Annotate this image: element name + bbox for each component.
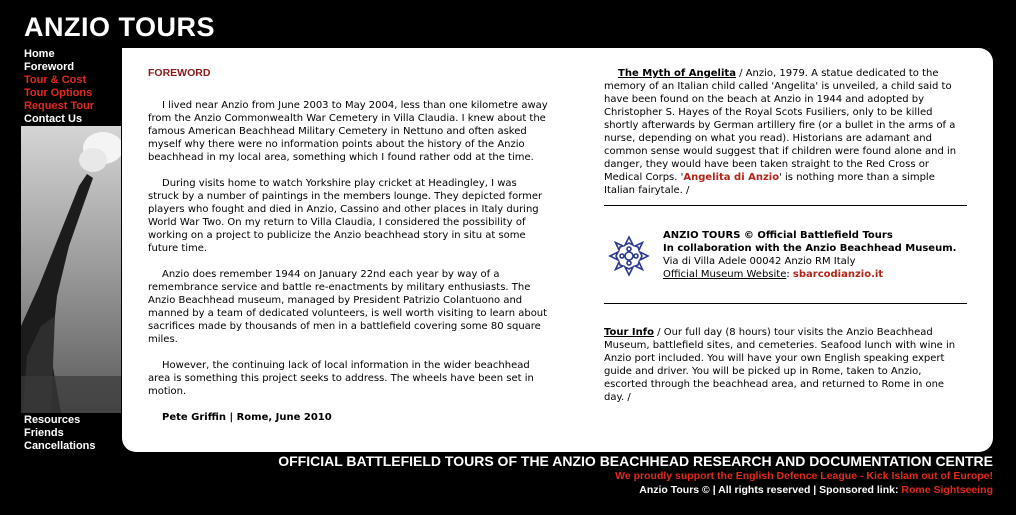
museum-website-link[interactable]: sbarcodianzio.it bbox=[792, 269, 884, 280]
nav-cancellations[interactable]: Cancellations bbox=[24, 440, 96, 452]
nav-request-tour[interactable]: Request Tour bbox=[24, 100, 95, 112]
nav-contact-us[interactable]: Contact Us bbox=[24, 113, 83, 125]
artillery-gun-image bbox=[21, 126, 121, 413]
tour-info-link[interactable]: Tour Info bbox=[604, 327, 654, 338]
museum-website-row bbox=[663, 268, 956, 281]
myth-text: / Anzio, 1979. A statue dedicated to the memory of an Italian child called 'Angelita' is unveiled, a child said to have been found on the beach at Anzio in 1944 and adopted by Christopher S. Hayes of the Royal Scots Fusiliers, only to be killed shortly afterwards by German artillery fire (or a bullet in the arms of a nurse, depending on what you read). Historians are adamant and common sense would suggest that if children were found alone and in danger, they would have been taken straight to the Red Cross or Medical Corps. ' bbox=[604, 68, 957, 183]
foreword-paragraph: During visits home to watch Yorkshire play cricket at Headingley, I was struck by a number of paintings in the members lounge. They depicted former players who fought and died in Anzio, Cassino and other places in Italy during World War Two. On my return to Villa Claudia, I considered the possibility of working on a project to publicize the Anzio beachhead story in situ at some future time. bbox=[148, 178, 543, 254]
footer-title: OFFICIAL BATTLEFIELD TOURS OF THE ANZIO BEACHHEAD RESEARCH AND DOCUMENTATION CENTRE bbox=[278, 453, 993, 469]
tour-info-text: / Our full day (8 hours) tour visits the Anzio Beachhead Museum, battlefield sites, and cemeteries. Seafood lunch with wine in Anzio port included. You will have your own English speaking expert guide and driver. You will be picked up in Rome, taken to Anzio, escorted through the beachhead area, and returned to Rome in one day. / bbox=[604, 327, 956, 403]
divider bbox=[604, 205, 967, 206]
foreword-paragraph: I lived near Anzio from June 2003 to May 2004, less than one kilometre away from the Anzio Commonwealth War Cemetery in Villa Claudia. I knew about the famous American Beachhead Military Cemetery in Nettuno and often asked myself why there were no information points about the history of the Anzio beachhead in my local area, something which I found rather odd at the time. bbox=[148, 100, 548, 163]
museum-logo-icon bbox=[606, 233, 652, 279]
tour-info-paragraph bbox=[604, 326, 967, 404]
foreword-section bbox=[148, 67, 548, 424]
foreword-paragraph: Anzio does remember 1944 on January 22nd each year by way of a remembrance service and battle re-enactments by military enthusiasts. The Anzio Beachhead museum, managed by President Patrizio Colantuono and manned by a team of dedicated volunteers, is well worth visiting to learn about sacrifices made by thousands of men in a battlefield covering some 80 square miles. bbox=[148, 269, 548, 345]
footer-copyright bbox=[639, 484, 993, 496]
footer-support-text: We proudly support the English Defence League - Kick Islam out of Europe! bbox=[615, 470, 993, 482]
nav-friends[interactable]: Friends bbox=[24, 427, 64, 439]
content-panel bbox=[122, 48, 993, 452]
sidebar-content bbox=[604, 67, 967, 403]
footer-copy-text: Anzio Tours © | All rights reserved | Sponsored link: bbox=[639, 484, 902, 496]
nav-tour-options[interactable]: Tour Options bbox=[24, 87, 93, 99]
myth-paragraph bbox=[604, 67, 967, 197]
museum-line1: ANZIO TOURS © Official Battlefield Tours bbox=[663, 230, 893, 241]
divider bbox=[604, 303, 967, 304]
nav-home[interactable]: Home bbox=[24, 48, 55, 60]
myth-highlight: Angelita di Anzio bbox=[683, 172, 780, 183]
museum-line2: In collaboration with the Anzio Beachhead Museum. bbox=[663, 243, 957, 254]
site-title[interactable]: ANZIO TOURS bbox=[24, 12, 216, 42]
myth-text-end: ' is nothing more than a simple Italian fairytale. / bbox=[604, 172, 935, 196]
museum-address: Via di Villa Adele 00042 Anzio RM Italy bbox=[663, 256, 856, 267]
nav-tour-cost[interactable]: Tour & Cost bbox=[24, 74, 87, 86]
museum-block bbox=[604, 229, 967, 289]
museum-website-label[interactable]: Official Museum Website bbox=[663, 269, 787, 280]
museum-website-sep: : bbox=[786, 269, 793, 280]
main-nav bbox=[24, 48, 94, 126]
museum-info bbox=[663, 229, 956, 281]
foreword-paragraph: However, the continuing lack of local information in the wider beachhead area is something this project seeks to address. The wheels have been set in motion. bbox=[148, 360, 534, 397]
nav-foreword[interactable]: Foreword bbox=[24, 61, 75, 73]
foreword-signature: Pete Griffin | Rome, June 2010 bbox=[162, 412, 332, 423]
nav-resources[interactable]: Resources bbox=[24, 414, 81, 426]
secondary-nav bbox=[24, 414, 96, 453]
myth-link[interactable]: The Myth of Angelita bbox=[618, 68, 736, 79]
foreword-title: FOREWORD bbox=[148, 67, 211, 79]
artillery-photo bbox=[21, 126, 121, 413]
sponsored-link[interactable]: Rome Sightseeing bbox=[901, 484, 993, 496]
